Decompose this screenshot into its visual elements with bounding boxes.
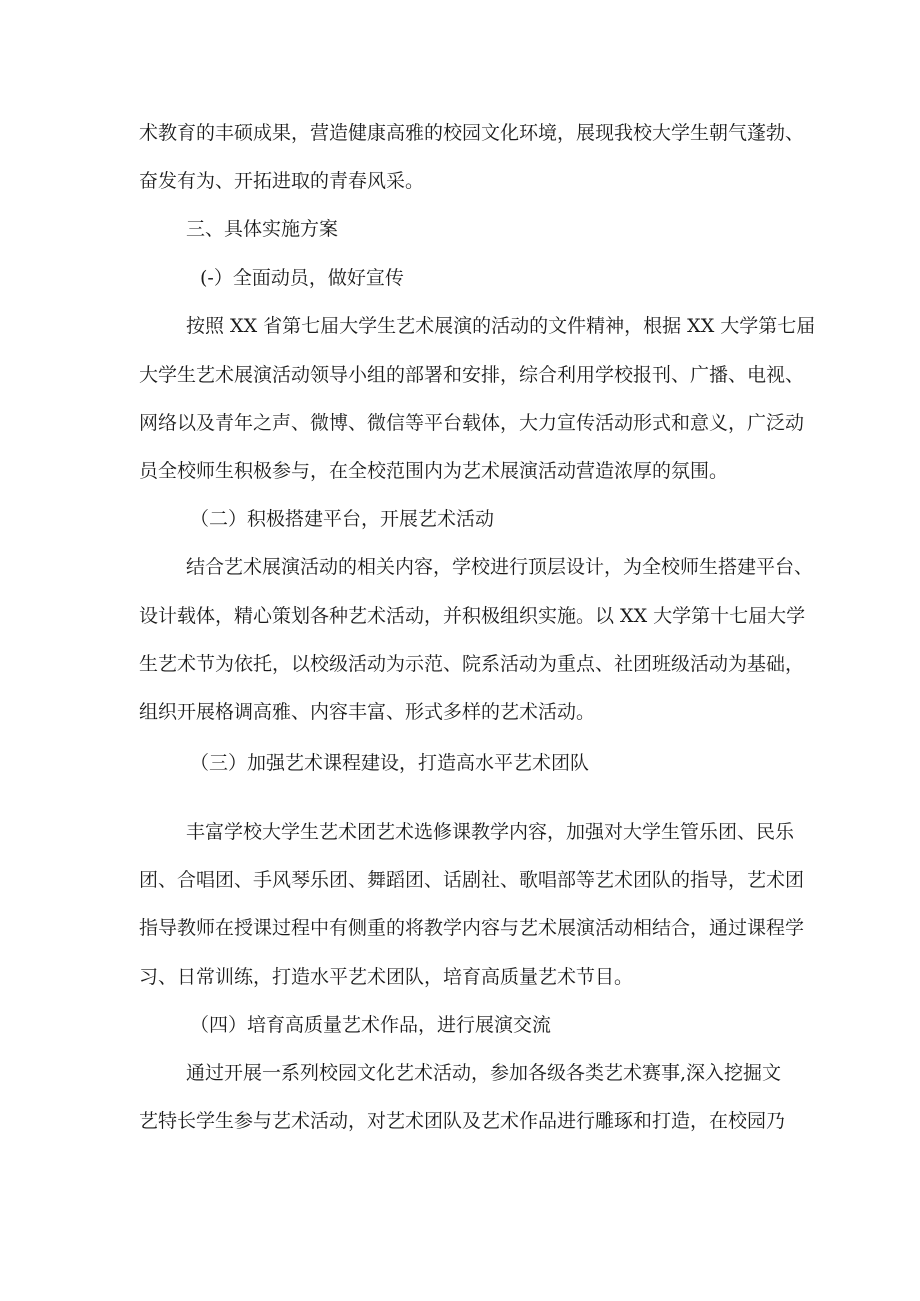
paragraph-line: 术教育的丰硕成果，营造健康高雅的校园文化环境，展现我校大学生朝气蓬勃、 (139, 122, 805, 144)
paragraph-line: 员全校师生积极参与，在全校范围内为艺术展演活动营造浓厚的氛围。 (139, 460, 729, 482)
paragraph-line: 组织开展格调高雅、内容丰富、形式多样的艺术活动。 (139, 701, 596, 723)
paragraph-line: 指导教师在授课过程中有侧重的将教学内容与艺术展演活动相结合，通过课程学 (139, 917, 805, 939)
subsection-heading: （三）加强艺术课程建设，打造高水平艺术团队 (190, 752, 590, 774)
section-heading: 三、具体实施方案 (186, 218, 339, 240)
paragraph-line: 生艺术节为依托，以校级活动为示范、院系活动为重点、社团班级活动为基础， (139, 653, 805, 675)
paragraph-line: 按照 XX 省第七届大学生艺术展演的活动的文件精神，根据 XX 大学第七届 (186, 315, 816, 337)
subsection-heading: （四）培育高质量艺术作品，进行展演交流 (190, 1014, 552, 1036)
paragraph-line: 丰富学校大学生艺术团艺术选修课教学内容，加强对大学生管乐团、民乐 (186, 821, 795, 843)
subsection-heading: (-）全面动员，做好宣传 (200, 267, 404, 289)
subsection-heading: （二）积极搭建平台，开展艺术活动 (190, 508, 495, 530)
paragraph-line: 网络以及青年之声、微博、微信等平台载体，大力宣传活动形式和意义，广泛动 (139, 412, 805, 434)
paragraph-line: 大学生艺术展演活动领导小组的部署和安排，综合利用学校报刊、广播、电视、 (139, 364, 805, 386)
paragraph-line: 通过开展一系列校园文化艺术活动，参加各级各类艺术赛事,深入挖掘文 (186, 1062, 782, 1084)
paragraph-line: 习、日常训练，打造水平艺术团队，培育高质量艺术节目。 (139, 966, 634, 988)
paragraph-line: 团、合唱团、手风琴乐团、舞蹈团、话剧社、歌唱部等艺术团队的指导，艺术团 (139, 869, 805, 891)
paragraph-line: 奋发有为、开拓进取的青春风采。 (139, 170, 425, 192)
paragraph-line: 设计载体，精心策划各种艺术活动，并积极组织实施。以 XX 大学第十七届大学 (139, 605, 806, 627)
paragraph-line: 结合艺术展演活动的相关内容，学校进行顶层设计，为全校师生搭建平台、 (186, 556, 814, 578)
paragraph-line: 艺特长学生参与艺术活动，对艺术团队及艺术作品进行雕琢和打造，在校园乃 (139, 1110, 786, 1132)
